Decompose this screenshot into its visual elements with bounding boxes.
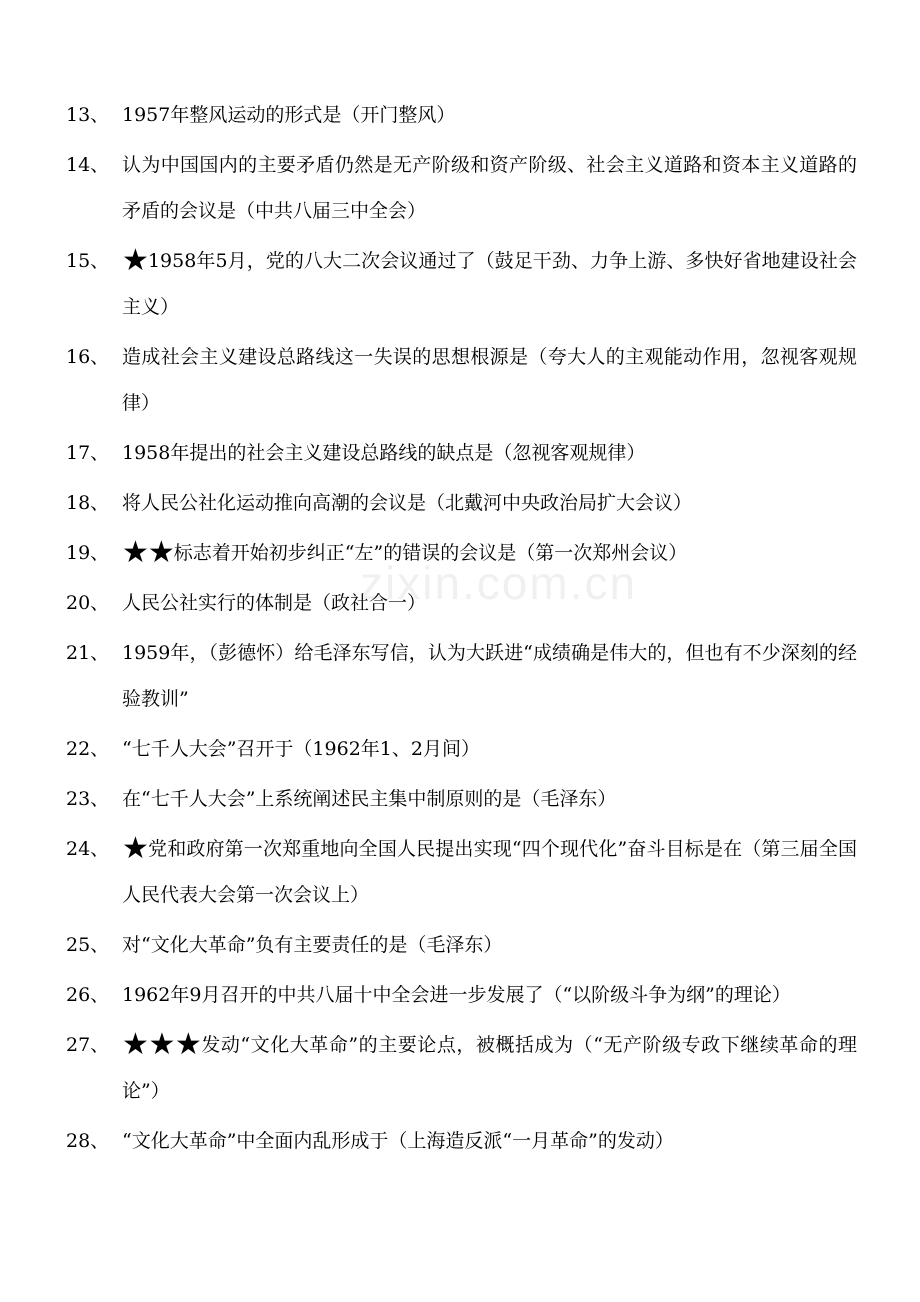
star-icon: ★ (122, 831, 149, 866)
star-icon: ★ (122, 243, 148, 278)
item-text-block (122, 92, 857, 138)
item-number: 13、 (66, 104, 110, 126)
item-number: 25、 (66, 934, 110, 956)
item-text: 对“文化大革命”负有主要责任的是（毛泽东） (122, 934, 503, 956)
list-item (0, 530, 920, 576)
star-icon: ★★★ (122, 1027, 202, 1062)
list-item (0, 1022, 920, 1114)
item-text-block (122, 1022, 857, 1114)
list-item (0, 776, 920, 822)
item-text-block (122, 580, 857, 626)
list-item (0, 580, 920, 626)
list-item (0, 726, 920, 772)
item-text: 发动“文化大革命”的主要论点，被概括成为（“无产阶级专政下继续革命的理论”） (122, 1034, 857, 1102)
item-text: 标志着开始初步纠正“左”的错误的会议是（第一次郑州会议） (173, 542, 688, 564)
star-icon: ★★ (122, 535, 174, 570)
item-text: 认为中国国内的主要矛盾仍然是无产阶级和资产阶级、社会主义道路和资本主义道路的矛盾的会议是（中共八届三中全会） (122, 154, 857, 222)
list-item (0, 142, 920, 234)
list-item (0, 826, 920, 918)
item-number: 23、 (66, 788, 110, 810)
item-number: 19、 (66, 542, 110, 564)
list-item (0, 480, 920, 526)
list-item (0, 238, 920, 330)
item-text: 1962年9月召开的中共八届十中全会进一步发展了（“以阶级斗争为纲”的理论） (122, 984, 791, 1006)
item-text: 1958年5月，党的八大二次会议通过了（鼓足干劲、力争上游、多快好省地建设社会主义） (122, 250, 857, 318)
item-text-block (122, 480, 857, 526)
item-text: “七千人大会”召开于（1962年1、2月间） (122, 738, 480, 760)
item-text-block (122, 776, 857, 822)
item-text: 1958年提出的社会主义建设总路线的缺点是（忽视客观规律） (122, 442, 646, 464)
item-number: 21、 (66, 642, 110, 664)
question-list (0, 92, 920, 1168)
item-text-block (122, 334, 857, 426)
item-text-block (122, 1118, 857, 1164)
item-number: 14、 (66, 154, 110, 176)
list-item (0, 430, 920, 476)
item-number: 27、 (66, 1034, 110, 1056)
item-number: 28、 (66, 1130, 110, 1152)
item-text: 在“七千人大会”上系统阐述民主集中制原则的是（毛泽东） (122, 788, 617, 810)
item-number: 20、 (66, 592, 110, 614)
item-number: 26、 (66, 984, 110, 1006)
item-text: 党和政府第一次郑重地向全国人民提出实现“四个现代化”奋斗目标是在（第三届全国人民代表大会第一次会议上） (122, 838, 857, 906)
item-number: 16、 (66, 346, 110, 368)
item-number: 22、 (66, 738, 110, 760)
item-number: 24、 (66, 838, 110, 860)
list-item (0, 922, 920, 968)
item-text-block (122, 530, 857, 576)
item-text-block (122, 430, 857, 476)
item-text: 1959年，（彭德怀）给毛泽东写信，认为大跃进“成绩确是伟大的，但也有不少深刻的经验教训” (122, 642, 857, 710)
list-item (0, 1118, 920, 1164)
item-number: 17、 (66, 442, 110, 464)
list-item (0, 972, 920, 1018)
item-text: 人民公社实行的体制是（政社合一） (122, 592, 427, 614)
list-item (0, 630, 920, 722)
item-text: 1957年整风运动的形式是（开门整风） (122, 104, 456, 126)
item-text-block (122, 142, 857, 234)
item-text-block (122, 726, 857, 772)
item-text-block (122, 238, 857, 330)
item-number: 18、 (66, 492, 110, 514)
item-text-block (122, 826, 857, 918)
list-item (0, 92, 920, 138)
watermark: zixin.com.cn (360, 557, 638, 609)
item-text-block (122, 972, 857, 1018)
list-item (0, 334, 920, 426)
item-text: “文化大革命”中全面内乱形成于（上海造反派“一月革命”的发动） (122, 1130, 674, 1152)
item-text: 将人民公社化运动推向高潮的会议是（北戴河中央政治局扩大会议） (122, 492, 693, 514)
item-number: 15、 (66, 250, 110, 272)
item-text-block (122, 922, 857, 968)
item-text: 造成社会主义建设总路线这一失误的思想根源是（夸大人的主观能动作用，忽视客观规律） (122, 346, 857, 414)
item-text-block (122, 630, 857, 722)
